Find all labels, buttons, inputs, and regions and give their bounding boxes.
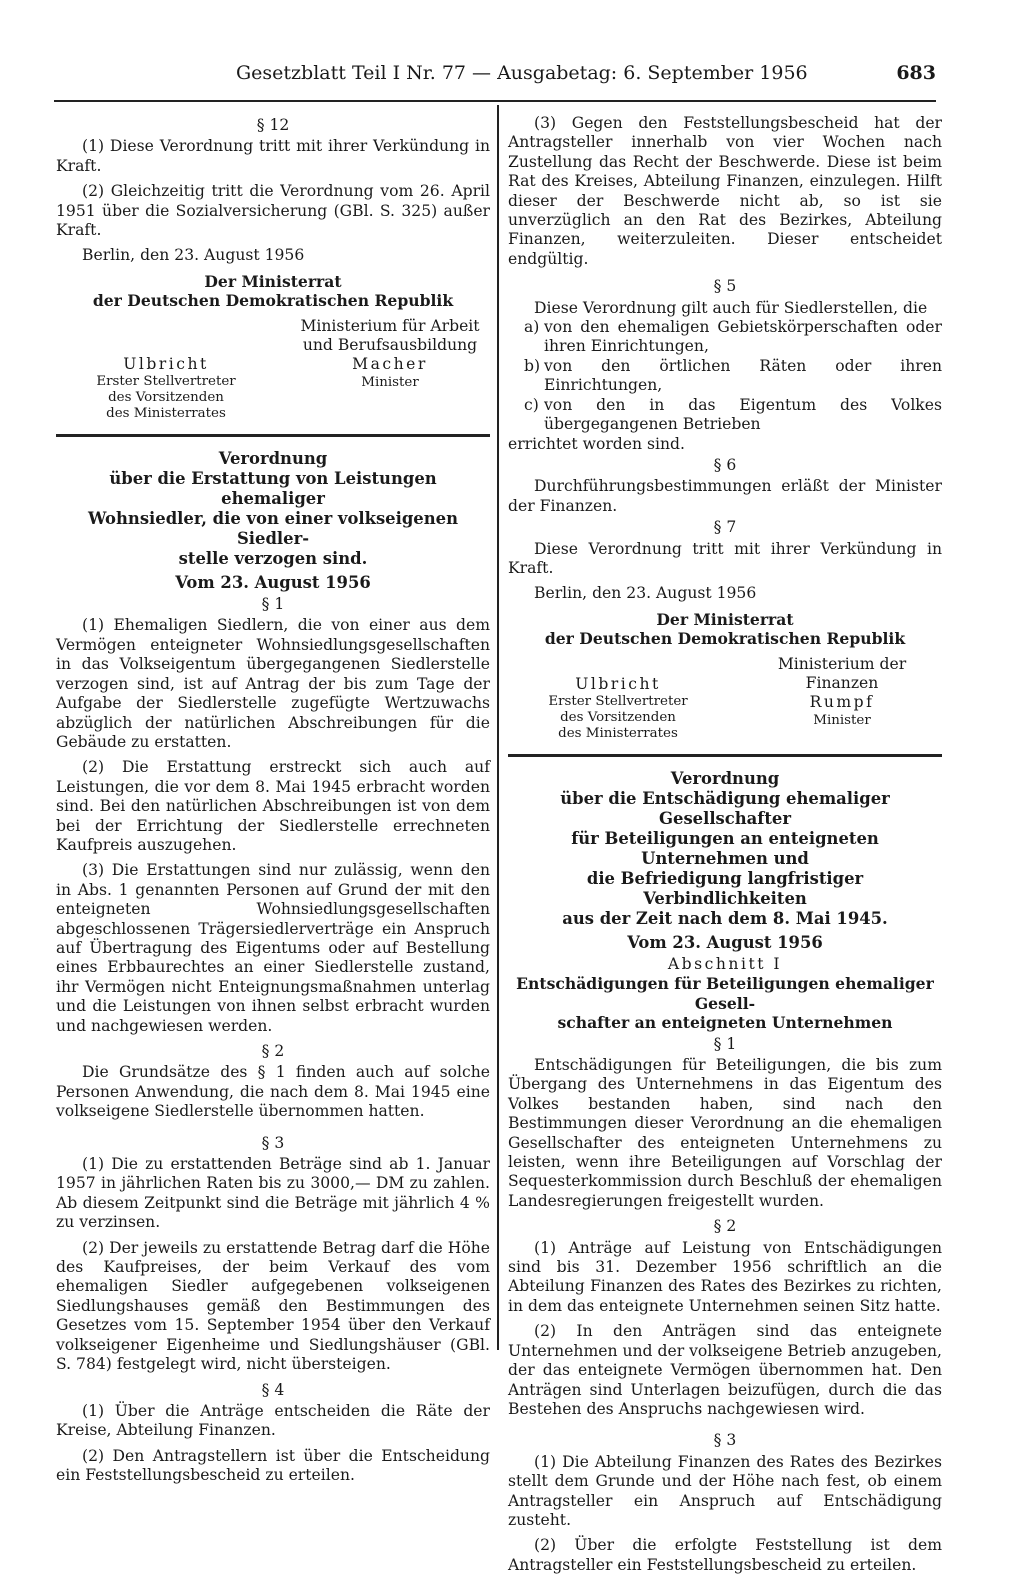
paragraph: (2) Den Antragstellern ist über die Entscheidung ein Feststellungsbescheid zu erteilen.: [56, 1446, 490, 1485]
signatory-name: Rumpf: [809, 693, 875, 712]
list-text: von den in das Eigentum des Volkes übergegangenen Betrieben: [544, 395, 942, 434]
paragraph: Die Grundsätze des § 1 finden auch auf solche Personen Anwendung, die nach dem 8. Mai 1945 eine volkseigene Siedlerstelle übernommen hatten.: [56, 1063, 490, 1121]
list-label: a): [524, 318, 540, 337]
section-heading: § 2: [713, 1217, 737, 1236]
signatory-title: Erster Stellvertreter: [96, 374, 236, 390]
section-heading: § 3: [713, 1431, 737, 1450]
ordinance-title: die Befriedigung langfristiger Verbindlichkeiten: [586, 868, 864, 908]
section-heading: § 2: [261, 1042, 285, 1060]
section-heading: § 1: [261, 595, 285, 614]
header-title: Gesetzblatt Teil I Nr. 77 — Ausgabetag: 6. September 1956: [236, 62, 808, 84]
column-divider: [497, 105, 499, 1350]
signatory-title: Erster Stellvertreter: [548, 693, 688, 709]
ordinance-title: Verordnung: [670, 768, 780, 788]
list-item: [524, 318, 942, 357]
ministry-name: und Berufsausbildung: [302, 336, 478, 355]
paragraph: Entschädigungen für Beteiligungen, die bis zum Übergang des Unternehmens in das Eigentum des Volkes bestanden haben, sind nach den Bestimmungen dieser Verordnung an die ehemaligen Gesellschafter des enteigneten Unternehmens zu leisten, wenn ihre Beteiligungen auf Vorschlag der Sequesterkommission durch Beschluß der ehemaligen Landesregierungen freigestellt wurden.: [508, 1056, 942, 1210]
council-name: Der Ministerrat: [656, 609, 794, 629]
paragraph: errichtet worden sind.: [508, 434, 685, 453]
section-rule: [56, 434, 490, 437]
list-text: von den örtlichen Räten oder ihren Einrichtungen,: [544, 356, 942, 395]
header-rule: [54, 100, 936, 102]
section-heading: § 3: [261, 1133, 285, 1152]
section-heading: § 5: [713, 277, 737, 296]
signatory-name: Ulbricht: [575, 674, 661, 693]
list-item: [524, 396, 942, 435]
section-heading: § 7: [713, 518, 737, 537]
signatory-title: des Ministerrates: [106, 406, 226, 422]
ordinance-title: aus der Zeit nach dem 8. Mai 1945.: [562, 908, 888, 928]
signatory-title: des Vorsitzenden: [108, 390, 224, 406]
signatory-left: [56, 317, 276, 422]
section-heading: § 4: [261, 1380, 285, 1399]
section-heading: § 1: [713, 1034, 737, 1053]
signatory-name: Macher: [352, 355, 428, 374]
paragraph: (2) In den Anträgen sind das enteignete Unternehmen und der volkseigene Betrieb anzugeben, der das enteignete Vermögen übernommen hat. Den Anträgen sind Unterlagen beizufügen, durch die das Bestehen des Anspruchs nachgewiesen wird.: [508, 1322, 942, 1418]
place-date: Berlin, den 23. August 1956: [82, 246, 305, 265]
paragraph: (2) Über die erfolgte Feststellung ist dem Antragsteller ein Feststellungsbescheid zu erteilen.: [508, 1536, 942, 1574]
list-label: c): [524, 395, 539, 414]
section-heading: § 12: [256, 116, 290, 134]
ordinance-title: über die Erstattung von Leistungen ehemaliger: [109, 469, 437, 509]
council-name: der Deutschen Demokratischen Republik: [92, 291, 454, 311]
paragraph: Durchführungsbestimmungen erläßt der Minister der Finanzen.: [508, 477, 942, 515]
list-item: [524, 357, 942, 396]
left-column: [56, 114, 490, 1492]
signature-block: [508, 655, 942, 742]
paragraph: (2) Der jeweils zu erstattende Betrag darf die Höhe des Kaufpreises, der beim Verkauf des vom ehemaligen Siedler aufgegebenen volkseigenen Siedlungshauses gemäß den Bestimmungen des Gesetzes vom 15. September 1954 über den Verkauf volkseigener Eigenheime und Siedlungshäuser (GBl. S. 784) festgelegt wird, nicht übersteigen.: [56, 1238, 490, 1374]
section-title: schafter an enteigneten Unternehmen: [557, 1013, 893, 1033]
paragraph: (1) Diese Verordnung tritt mit ihrer Verkündung in Kraft.: [56, 137, 490, 175]
paragraph: Diese Verordnung tritt mit ihrer Verkündung in Kraft.: [508, 539, 942, 577]
signatory-name: Ulbricht: [123, 354, 209, 373]
signatory-right: [742, 655, 942, 742]
ministry-name: Ministerium der Finanzen: [777, 654, 907, 692]
council-name: Der Ministerrat: [204, 271, 342, 291]
signatory-title: Minister: [361, 374, 419, 390]
list-text: von den ehemaligen Gebietskörperschaften oder ihren Einrichtungen,: [544, 318, 942, 356]
right-column: [508, 114, 942, 1581]
paragraph: (1) Über die Anträge entscheiden die Räte der Kreise, Abteilung Finanzen.: [56, 1401, 490, 1440]
signature-block: [56, 317, 490, 422]
signatory-right: [290, 317, 490, 422]
ordinance-title: über die Entschädigung ehemaliger Gesellschafter: [560, 788, 890, 828]
section-title: Entschädigungen für Beteiligungen ehemaliger Gesell-: [516, 974, 934, 1013]
paragraph: (3) Gegen den Feststellungsbescheid hat der Antragsteller innerhalb von vier Wochen nach Zustellung das Recht der Beschwerde. Diese ist beim Rat des Kreises, Abteilung Finanzen, einzulegen. Hilft dieser der Beschwerde nicht ab, so ist sie unverzüglich an den Rat des Bezirkes, Abteilung Finanzen, weiterzuleiten. Dieser entscheidet endgültig.: [508, 114, 942, 268]
signatory-title: Minister: [813, 712, 871, 728]
paragraph: (1) Die Abteilung Finanzen des Rates des Bezirkes stellt dem Grunde und der Höhe nach fest, ob einem Antragsteller ein Anspruch auf Entschädigung zusteht.: [508, 1452, 942, 1529]
paragraph: (2) Gleichzeitig tritt die Verordnung vom 26. April 1951 über die Sozialversicherung (GBl. S. 325) außer Kraft.: [56, 182, 490, 240]
section-rule: [508, 754, 942, 757]
paragraph: (1) Ehemaligen Siedlern, die von einer aus dem Vermögen enteigneter Wohnsiedlungsgesellschaften in das Volkseigentum übergegangenen Siedlerstelle verzogen sind, ist auf Antrag der bis zum Tage der Aufgabe der Siedlerstelle zugefügte Wertzuwachs abzüglich der natürlichen Abschreibungen für die Gebäude zu erstatten.: [56, 616, 490, 751]
paragraph: (1) Die zu erstattenden Beträge sind ab 1. Januar 1957 in jährlichen Raten bis zu 3000,— DM zu zahlen. Ab diesem Zeitpunkt sind die Beträge mit jährlich 4 % zu verzinsen.: [56, 1155, 490, 1232]
section-label: Abschnitt I: [667, 954, 783, 973]
page-number: 683: [896, 62, 936, 84]
paragraph: (3) Die Erstattungen sind nur zulässig, wenn den in Abs. 1 genannten Personen auf Grund der mit den enteigneten Wohnsiedlungsgesellschaften abgeschlossenen Trägersiedlerverträge ein Anspruch auf Übertragung des Eigentums oder auf Bestellung eines Erbbaurechtes an einer Siedlerstelle zustand, ihr Vermögen nicht Enteignungsmaßnahmen unterlag und die Leistungen von ihnen selbst erbracht wurden und nachgewiesen werden.: [56, 861, 490, 1035]
ordinance-title: Wohnsiedler, die von einer volkseigenen Siedler-: [87, 509, 458, 549]
ordinance-date: Vom 23. August 1956: [175, 573, 371, 593]
ministry-name: Ministerium für Arbeit: [300, 316, 480, 335]
paragraph: Diese Verordnung gilt auch für Siedlerstellen, die: [534, 298, 928, 317]
section-heading: § 6: [713, 455, 737, 474]
ordinance-title: für Beteiligungen an enteigneten Unternehmen und: [571, 828, 879, 868]
ordinance-date: Vom 23. August 1956: [627, 932, 823, 952]
signatory-title: des Ministerrates: [558, 725, 678, 741]
ordinance-title: Verordnung: [218, 449, 328, 469]
list-label: b): [524, 356, 541, 375]
paragraph: (2) Die Erstattung erstreckt sich auch auf Leistungen, die vor dem 8. Mai 1945 erbracht worden sind. Bei den natürlichen Abschreibungen ist von dem bei der Errichtung der Siedlerstelle errechneten Kaufpreis auszugehen.: [56, 758, 490, 854]
paragraph: (1) Anträge auf Leistung von Entschädigungen sind bis 31. Dezember 1956 schriftlich an die Abteilung Finanzen des Rates des Bezirkes zu richten, in dem das enteignete Unternehmen seinen Sitz hatte.: [508, 1238, 942, 1315]
ordinance-title: stelle verzogen sind.: [178, 549, 368, 569]
place-date: Berlin, den 23. August 1956: [534, 584, 757, 603]
enumeration: [508, 318, 942, 434]
page-header: [54, 62, 936, 90]
council-name: der Deutschen Demokratischen Republik: [544, 629, 906, 649]
signatory-left: [508, 655, 728, 742]
signatory-title: des Vorsitzenden: [560, 709, 676, 725]
